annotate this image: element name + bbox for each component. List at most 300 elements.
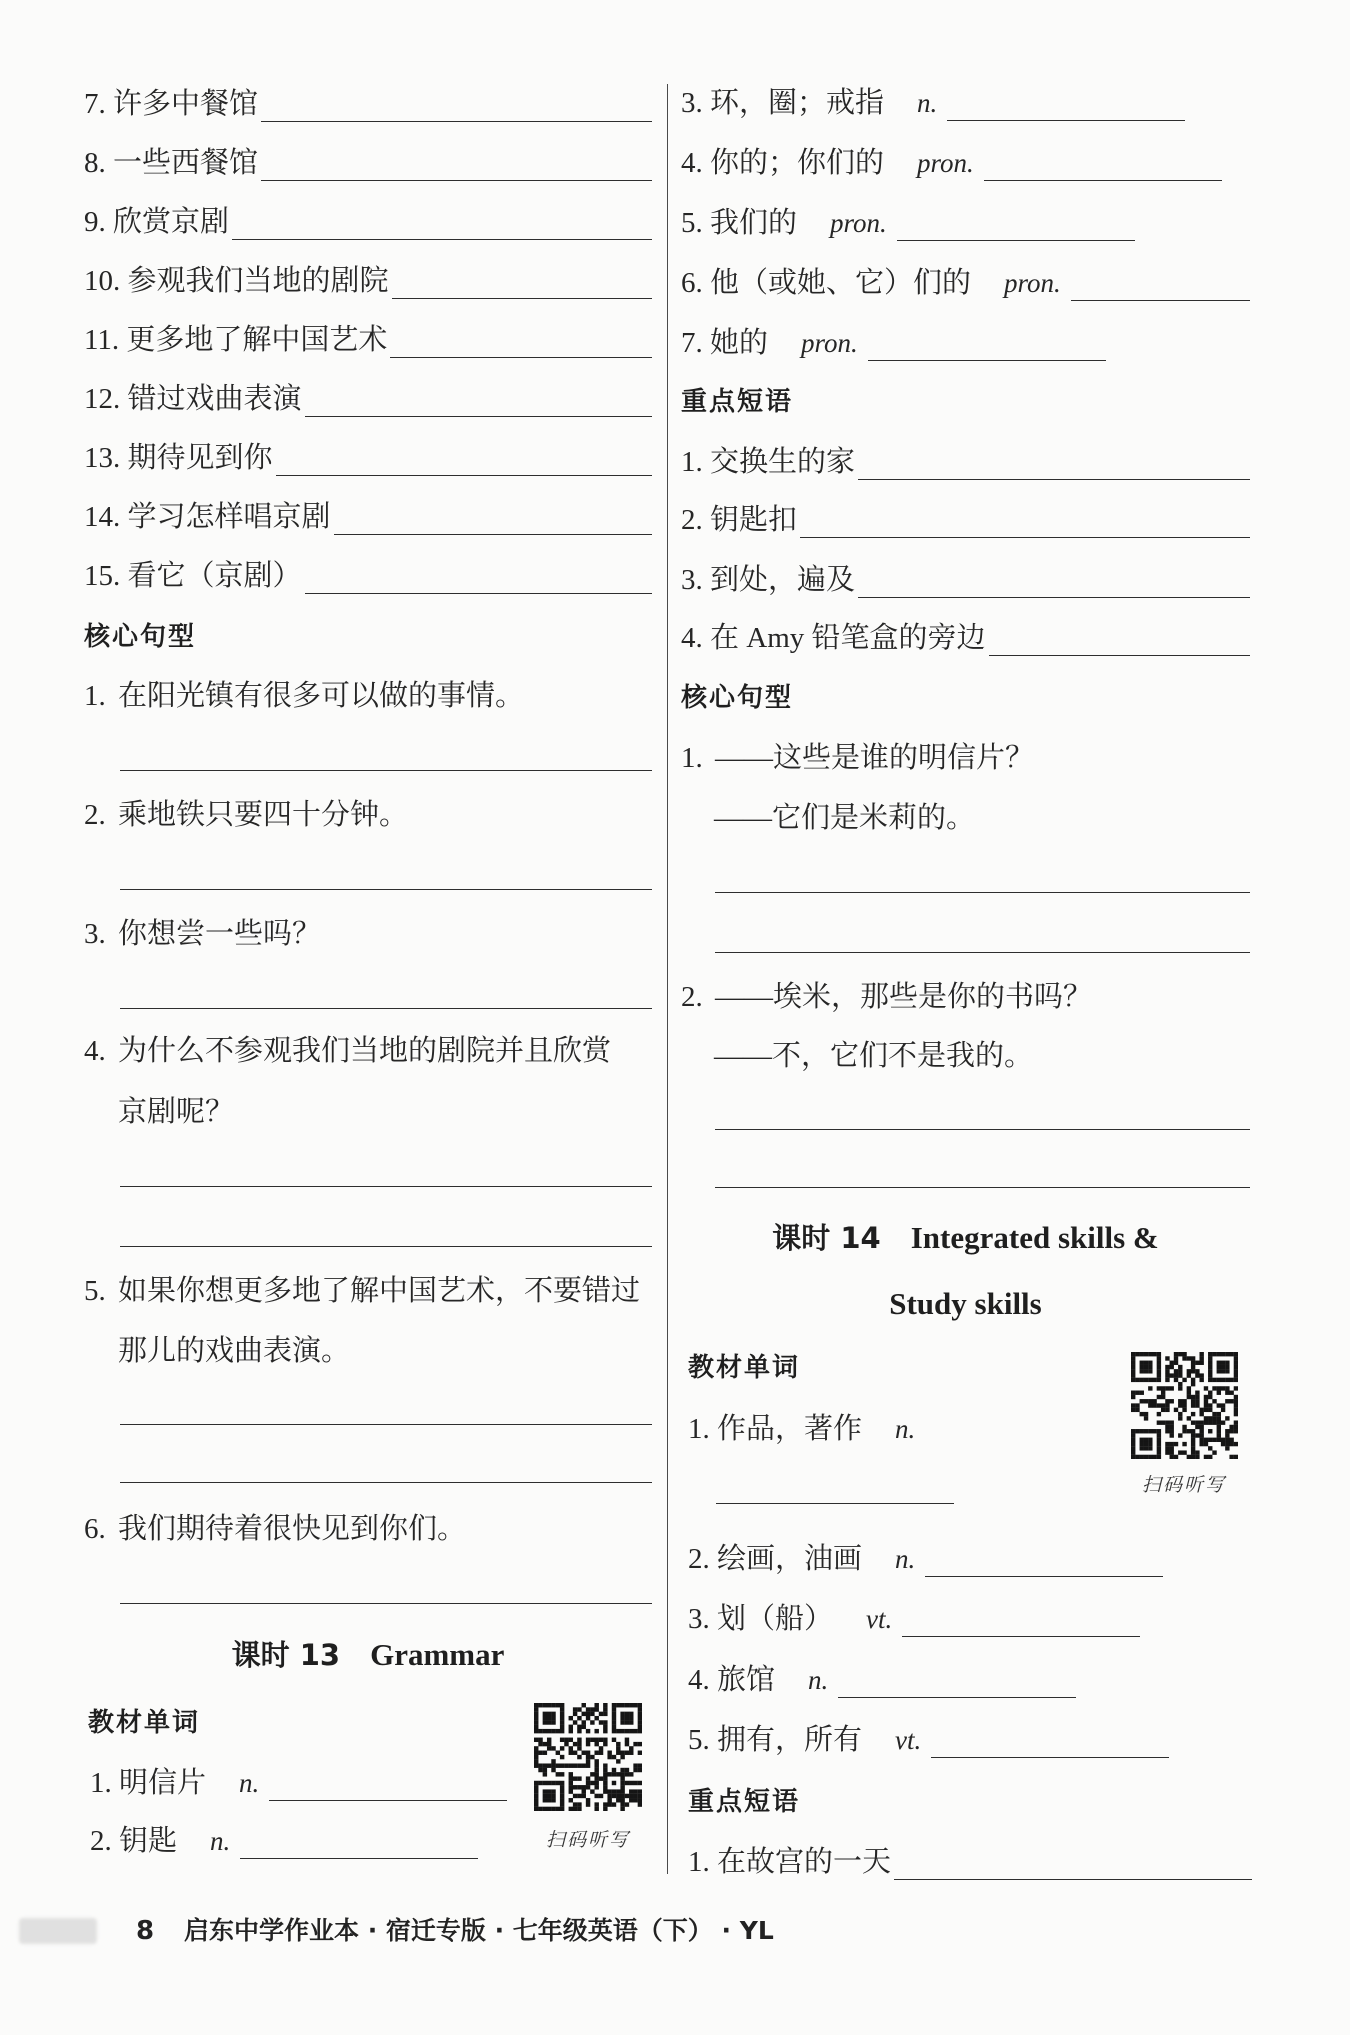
- qr-module: [582, 1789, 586, 1793]
- section-heading-core-sentences: 核心句型: [681, 683, 794, 713]
- qr-module: [1234, 1369, 1238, 1373]
- qr-module: [638, 1725, 642, 1729]
- qr-module: [573, 1751, 577, 1755]
- qr-module: [1221, 1420, 1225, 1424]
- lesson-14-heading: [681, 1216, 1250, 1260]
- lesson-title: Grammar: [370, 1637, 505, 1672]
- qr-module: [1234, 1425, 1238, 1429]
- answer-blank: [261, 86, 652, 122]
- qr-module: [1191, 1365, 1195, 1369]
- qr-module: [1225, 1369, 1229, 1373]
- qr-module: [633, 1798, 637, 1802]
- qr-module: [620, 1776, 624, 1780]
- qr-module: [556, 1807, 560, 1811]
- qr-module: [625, 1802, 629, 1806]
- qr-module: [569, 1738, 573, 1742]
- qr-module: [1204, 1403, 1208, 1407]
- qr-module: [1131, 1455, 1135, 1459]
- qr-module: [594, 1802, 598, 1806]
- qr-module: [1217, 1361, 1221, 1365]
- qr-module: [1204, 1442, 1208, 1446]
- qr-module: [1182, 1352, 1186, 1356]
- qr-module: [594, 1794, 598, 1798]
- qr-module: [543, 1763, 547, 1767]
- qr-module: [1165, 1450, 1169, 1454]
- qr-module: [638, 1768, 642, 1772]
- qr-module: [1221, 1361, 1225, 1365]
- qr-module: [538, 1781, 542, 1785]
- item-number: 1.: [84, 680, 106, 712]
- qr-module: [1204, 1416, 1208, 1420]
- qr-module: [582, 1712, 586, 1716]
- qr-module: [586, 1759, 590, 1763]
- qr-module: [1208, 1361, 1212, 1365]
- qr-module: [1208, 1378, 1212, 1382]
- qr-module: [603, 1789, 607, 1793]
- qr-module: [577, 1742, 581, 1746]
- phrase-text: 12. 错过戏曲表演: [84, 383, 302, 415]
- core-sentence: [84, 1273, 640, 1309]
- qr-module: [603, 1707, 607, 1711]
- qr-module: [573, 1742, 577, 1746]
- qr-module: [1195, 1395, 1199, 1399]
- answer-line: [120, 1008, 652, 1009]
- qr-module: [1148, 1446, 1152, 1450]
- qr-module: [1217, 1425, 1221, 1429]
- qr-module: [1191, 1403, 1195, 1407]
- qr-module: [569, 1729, 573, 1733]
- qr-module: [594, 1729, 598, 1733]
- qr-module: [551, 1746, 555, 1750]
- qr-module: [1131, 1352, 1135, 1356]
- answer-line: [715, 1129, 1250, 1130]
- qr-module: [620, 1794, 624, 1798]
- qr-module: [582, 1751, 586, 1755]
- lesson-title: Integrated skills &: [910, 1220, 1159, 1255]
- qr-module: [603, 1781, 607, 1785]
- qr-module: [1191, 1446, 1195, 1450]
- qr-module: [1191, 1412, 1195, 1416]
- qr-module: [573, 1807, 577, 1811]
- qr-module: [577, 1746, 581, 1750]
- qr-module: [547, 1746, 551, 1750]
- qr-module: [594, 1738, 598, 1742]
- qr-module: [1225, 1352, 1229, 1356]
- vocab-text: 4. 旅馆: [688, 1664, 776, 1696]
- qr-module: [1178, 1365, 1182, 1369]
- qr-module: [582, 1720, 586, 1724]
- answer-blank: [334, 499, 652, 535]
- qr-module: [569, 1798, 573, 1802]
- qr-module: [1208, 1373, 1212, 1377]
- qr-module: [538, 1751, 542, 1755]
- book-title: 启东中学作业本 · 宿迁专版 · 七年级英语（下） · YL: [184, 1916, 774, 1945]
- qr-module: [599, 1720, 603, 1724]
- qr-module: [1135, 1403, 1139, 1407]
- qr-module: [1187, 1386, 1191, 1390]
- qr-module: [1178, 1403, 1182, 1407]
- section-heading-key-phrases: 重点短语: [688, 1787, 801, 1817]
- qr-module: [577, 1707, 581, 1711]
- qr-module: [556, 1729, 560, 1733]
- qr-module: [1148, 1386, 1152, 1390]
- qr-module: [1229, 1455, 1233, 1459]
- qr-module: [603, 1729, 607, 1733]
- qr-module: [1148, 1378, 1152, 1382]
- qr-module: [1199, 1378, 1203, 1382]
- qr-module: [551, 1759, 555, 1763]
- vocab-row: [688, 1541, 1250, 1577]
- qr-module: [586, 1729, 590, 1733]
- qr-module: [1187, 1395, 1191, 1399]
- qr-module: [547, 1729, 551, 1733]
- qr-module: [1204, 1438, 1208, 1442]
- qr-module: [1221, 1403, 1225, 1407]
- qr-module: [1187, 1373, 1191, 1377]
- qr-module: [603, 1772, 607, 1776]
- qr-module: [1217, 1369, 1221, 1373]
- qr-module: [1195, 1399, 1199, 1403]
- qr-module: [1229, 1425, 1233, 1429]
- qr-module: [543, 1807, 547, 1811]
- qr-module: [577, 1776, 581, 1780]
- lesson-title: Study skills: [889, 1286, 1042, 1321]
- qr-module: [612, 1789, 616, 1793]
- qr-module: [629, 1789, 633, 1793]
- qr-module: [1140, 1438, 1144, 1442]
- qr-module: [547, 1716, 551, 1720]
- qr-module: [620, 1712, 624, 1716]
- qr-module: [607, 1802, 611, 1806]
- qr-module: [1144, 1446, 1148, 1450]
- qr-module: [534, 1746, 538, 1750]
- qr-module: [1208, 1438, 1212, 1442]
- sentence-text: 乘地铁只要四十分钟。: [118, 799, 409, 831]
- qr-module: [1191, 1395, 1195, 1399]
- qr-module: [629, 1746, 633, 1750]
- qr-module: [594, 1772, 598, 1776]
- qr-module: [612, 1729, 616, 1733]
- qr-module: [633, 1794, 637, 1798]
- phrase-row: [84, 145, 652, 181]
- qr-module: [560, 1794, 564, 1798]
- qr-module: [1131, 1373, 1135, 1377]
- core-sentence: [681, 979, 1092, 1015]
- qr-module: [577, 1794, 581, 1798]
- qr-module: [590, 1772, 594, 1776]
- qr-module: [1140, 1361, 1144, 1365]
- qr-module: [556, 1763, 560, 1767]
- qr-module: [616, 1759, 620, 1763]
- qr-module: [599, 1794, 603, 1798]
- phrase-row: [84, 499, 652, 535]
- qr-module: [573, 1720, 577, 1724]
- phrase-text: 1. 在故宫的一天: [688, 1846, 892, 1878]
- qr-module: [625, 1712, 629, 1716]
- qr-module: [1195, 1369, 1199, 1373]
- qr-module: [633, 1789, 637, 1793]
- qr-module: [1191, 1382, 1195, 1386]
- qr-module: [560, 1802, 564, 1806]
- qr-module: [547, 1789, 551, 1793]
- qr-module: [1191, 1369, 1195, 1373]
- qr-module: [534, 1725, 538, 1729]
- vocab-text: 1. 作品，著作: [688, 1413, 863, 1445]
- qr-module: [1217, 1438, 1221, 1442]
- vocab-row: [681, 205, 1250, 241]
- qr-module: [547, 1738, 551, 1742]
- qr-module: [1234, 1361, 1238, 1365]
- qr-module: [534, 1781, 538, 1785]
- qr-module: [1144, 1369, 1148, 1373]
- qr-module: [1234, 1442, 1238, 1446]
- qr-module: [620, 1798, 624, 1802]
- qr-module: [1174, 1356, 1178, 1360]
- lesson-label: 课时 13: [231, 1638, 341, 1672]
- vocab-row: [681, 325, 1250, 361]
- answer-blank: [897, 205, 1135, 241]
- answer-blank: [390, 322, 652, 358]
- qr-module: [599, 1751, 603, 1755]
- item-number: 5.: [84, 1275, 106, 1307]
- qr-module: [1217, 1386, 1221, 1390]
- qr-module: [633, 1729, 637, 1733]
- qr-module: [1234, 1408, 1238, 1412]
- qr-module: [1182, 1408, 1186, 1412]
- qr-module: [1148, 1369, 1152, 1373]
- part-of-speech: pron.: [801, 328, 858, 358]
- qr-module: [534, 1807, 538, 1811]
- core-sentence: [681, 740, 1034, 776]
- qr-module: [620, 1755, 624, 1759]
- qr-module: [1170, 1433, 1174, 1437]
- vocab-row: [688, 1411, 1108, 1447]
- qr-module: [620, 1781, 624, 1785]
- qr-module: [1174, 1361, 1178, 1365]
- qr-module: [577, 1729, 581, 1733]
- left-column: [0, 0, 667, 1960]
- qr-module: [1157, 1433, 1161, 1437]
- qr-module: [534, 1712, 538, 1716]
- qr-module: [1135, 1408, 1139, 1412]
- qr-module: [547, 1798, 551, 1802]
- qr-module: [1212, 1412, 1216, 1416]
- qr-module: [638, 1798, 642, 1802]
- answer-blank: [269, 1765, 507, 1801]
- qr-module: [1208, 1403, 1212, 1407]
- qr-module: [625, 1729, 629, 1733]
- qr-module: [1208, 1391, 1212, 1395]
- qr-module: [1199, 1433, 1203, 1437]
- qr-module: [534, 1759, 538, 1763]
- qr-module: [1131, 1365, 1135, 1369]
- qr-module: [1195, 1361, 1199, 1365]
- answer-blank: [232, 204, 652, 240]
- qr-module: [625, 1716, 629, 1720]
- right-column: [667, 0, 1350, 1960]
- qr-module: [1152, 1403, 1156, 1407]
- qr-module: [1144, 1361, 1148, 1365]
- qr-module: [1178, 1399, 1182, 1403]
- qr-module: [1165, 1408, 1169, 1412]
- qr-module: [607, 1794, 611, 1798]
- qr-module: [582, 1725, 586, 1729]
- qr-module: [1212, 1416, 1216, 1420]
- qr-module: [1234, 1399, 1238, 1403]
- qr-module: [1157, 1386, 1161, 1390]
- qr-module: [551, 1807, 555, 1811]
- qr-module: [1148, 1403, 1152, 1407]
- qr-module: [594, 1768, 598, 1772]
- section-heading-core-sentences: 核心句型: [84, 622, 197, 652]
- qr-module: [586, 1742, 590, 1746]
- qr-module: [625, 1751, 629, 1755]
- qr-module: [586, 1716, 590, 1720]
- part-of-speech: n.: [895, 1544, 916, 1574]
- qr-module: [534, 1729, 538, 1733]
- qr-module: [1208, 1446, 1212, 1450]
- qr-module: [590, 1738, 594, 1742]
- qr-module: [1165, 1429, 1169, 1433]
- phrase-text: 7. 许多中餐馆: [84, 88, 259, 120]
- qr-module: [1131, 1433, 1135, 1437]
- qr-module: [603, 1742, 607, 1746]
- qr-module: [1135, 1429, 1139, 1433]
- qr-module: [1131, 1438, 1135, 1442]
- phrase-text: 4. 在 Amy 铅笔盒的旁边: [681, 622, 986, 654]
- qr-module: [1157, 1365, 1161, 1369]
- qr-module: [1157, 1438, 1161, 1442]
- qr-module: [1191, 1429, 1195, 1433]
- qr-module: [560, 1785, 564, 1789]
- qr-module: [1170, 1450, 1174, 1454]
- qr-module: [1131, 1369, 1135, 1373]
- qr-module: [551, 1703, 555, 1707]
- qr-module: [1144, 1412, 1148, 1416]
- qr-module: [616, 1751, 620, 1755]
- qr-module: [1165, 1365, 1169, 1369]
- answer-blank: [800, 502, 1250, 538]
- qr-module: [620, 1720, 624, 1724]
- qr-module: [586, 1751, 590, 1755]
- qr-module: [534, 1785, 538, 1789]
- qr-module: [1199, 1425, 1203, 1429]
- qr-module: [1191, 1450, 1195, 1454]
- qr-module: [582, 1785, 586, 1789]
- qr-module: [569, 1776, 573, 1780]
- qr-module: [1165, 1378, 1169, 1382]
- qr-module: [1157, 1450, 1161, 1454]
- qr-module: [1170, 1365, 1174, 1369]
- qr-module: [1148, 1352, 1152, 1356]
- qr-module: [534, 1789, 538, 1793]
- qr-module: [603, 1712, 607, 1716]
- qr-caption: 扫码听写: [1141, 1475, 1226, 1496]
- qr-module: [1170, 1386, 1174, 1390]
- qr-module: [1221, 1365, 1225, 1369]
- sentence-text: 为什么不参观我们当地的剧院并且欣赏: [118, 1035, 612, 1067]
- watermark-smudge: [19, 1918, 97, 1944]
- qr-module: [564, 1738, 568, 1742]
- part-of-speech: pron.: [830, 208, 887, 238]
- qr-module: [560, 1798, 564, 1802]
- qr-module: [1161, 1403, 1165, 1407]
- qr-module: [607, 1751, 611, 1755]
- qr-module: [638, 1751, 642, 1755]
- qr-module: [1182, 1425, 1186, 1429]
- qr-module: [616, 1772, 620, 1776]
- qr-module: [1135, 1391, 1139, 1395]
- qr-module: [1229, 1352, 1233, 1356]
- qr-module: [620, 1729, 624, 1733]
- qr-module: [1157, 1455, 1161, 1459]
- answer-blank: [1071, 265, 1250, 301]
- qr-module: [1212, 1378, 1216, 1382]
- qr-module: [1174, 1352, 1178, 1356]
- qr-module: [638, 1729, 642, 1733]
- qr-module: [1225, 1391, 1229, 1395]
- qr-module: [1221, 1352, 1225, 1356]
- qr-module: [1131, 1450, 1135, 1454]
- qr-module: [1225, 1378, 1229, 1382]
- qr-module: [1225, 1429, 1229, 1433]
- qr-module: [560, 1807, 564, 1811]
- qr-module: [1157, 1429, 1161, 1433]
- qr-module: [638, 1720, 642, 1724]
- vocab-text: 6. 他（或她、它）们的: [681, 267, 972, 299]
- qr-module: [1195, 1420, 1199, 1424]
- vocab-text: 7. 她的: [681, 327, 769, 359]
- qr-module: [1208, 1365, 1212, 1369]
- qr-module: [1208, 1352, 1212, 1356]
- qr-module: [582, 1763, 586, 1767]
- qr-module: [1170, 1425, 1174, 1429]
- qr-module: [1217, 1391, 1221, 1395]
- qr-module: [543, 1772, 547, 1776]
- qr-module: [560, 1789, 564, 1793]
- qr-module: [625, 1794, 629, 1798]
- qr-module: [1131, 1356, 1135, 1360]
- qr-module: [1131, 1403, 1135, 1407]
- phrase-row: [688, 1844, 1252, 1880]
- phrase-row: [84, 204, 652, 240]
- qr-module: [638, 1789, 642, 1793]
- qr-module: [1152, 1455, 1156, 1459]
- qr-module: [1212, 1352, 1216, 1356]
- qr-module: [620, 1716, 624, 1720]
- qr-module: [577, 1763, 581, 1767]
- qr-module: [1131, 1429, 1135, 1433]
- qr-module: [560, 1720, 564, 1724]
- qr-module: [638, 1703, 642, 1707]
- qr-module: [586, 1712, 590, 1716]
- qr-module: [1217, 1403, 1221, 1407]
- qr-module: [577, 1716, 581, 1720]
- qr-module: [1144, 1365, 1148, 1369]
- qr-module: [1131, 1446, 1135, 1450]
- qr-module: [543, 1703, 547, 1707]
- qr-module: [1234, 1429, 1238, 1433]
- vocab-text: 5. 我们的: [681, 207, 798, 239]
- core-sentence: [84, 916, 321, 952]
- qr-module: [582, 1794, 586, 1798]
- phrase-text: 10. 参观我们当地的剧院: [84, 265, 389, 297]
- qr-module: [1229, 1442, 1233, 1446]
- qr-module: [556, 1751, 560, 1755]
- qr-module: [573, 1776, 577, 1780]
- phrase-row: [84, 263, 652, 299]
- answer-blank: [989, 620, 1250, 656]
